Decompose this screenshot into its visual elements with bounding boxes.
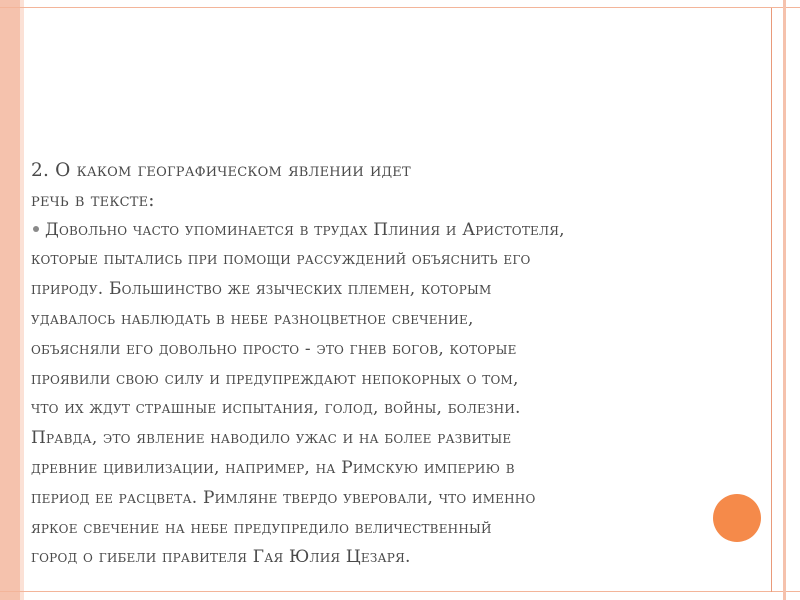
frame-left-bar [0,0,20,600]
paragraph-line: природу. Большинство же языческих племен, которым [31,279,492,300]
paragraph-line-text: Довольно часто упоминается в трудах Плиния и Аристотеля, [45,219,565,240]
frame-bottom-line [0,591,800,592]
frame-left-bar-inner [20,0,24,600]
paragraph-line: город о гибели правителя Гая Юлия Цезаря. [31,547,411,568]
question-line-2: речь в тексте: [31,189,155,211]
paragraph-line: проявили свою силу и предупреждают непокорных о том, [31,368,519,389]
paragraph-line: Правда, это явление наводило ужас и на более развитые [31,428,512,449]
paragraph-line [31,216,691,246]
paragraph-line: которые пытались при помощи рассуждений объяснить его [31,249,531,270]
bullet-icon [33,226,39,232]
paragraph-line: удавалось наблюдать в небе разноцветное свечение, [31,308,474,329]
paragraph-line: что их ждут страшные испытания, голод, войны, болезни. [31,398,521,419]
paragraph-line: древние цивилизации, например, на Римскую империю в [31,457,515,478]
paragraph-line: период ее расцвета. Римляне твердо уверовали, что именно [31,487,536,508]
slide-text [31,156,691,573]
paragraph-line: объясняли его довольно просто - это гнев богов, которые [31,338,517,359]
decorative-circle-icon [713,494,761,542]
question-line-1: 2. О каком географическом явлении идет [31,160,411,181]
paragraph-line: яркое свечение на небе предупредило величественный [31,517,492,538]
frame-top-line [0,7,800,8]
frame-right-bar [783,0,786,600]
frame-right-line [771,8,772,592]
